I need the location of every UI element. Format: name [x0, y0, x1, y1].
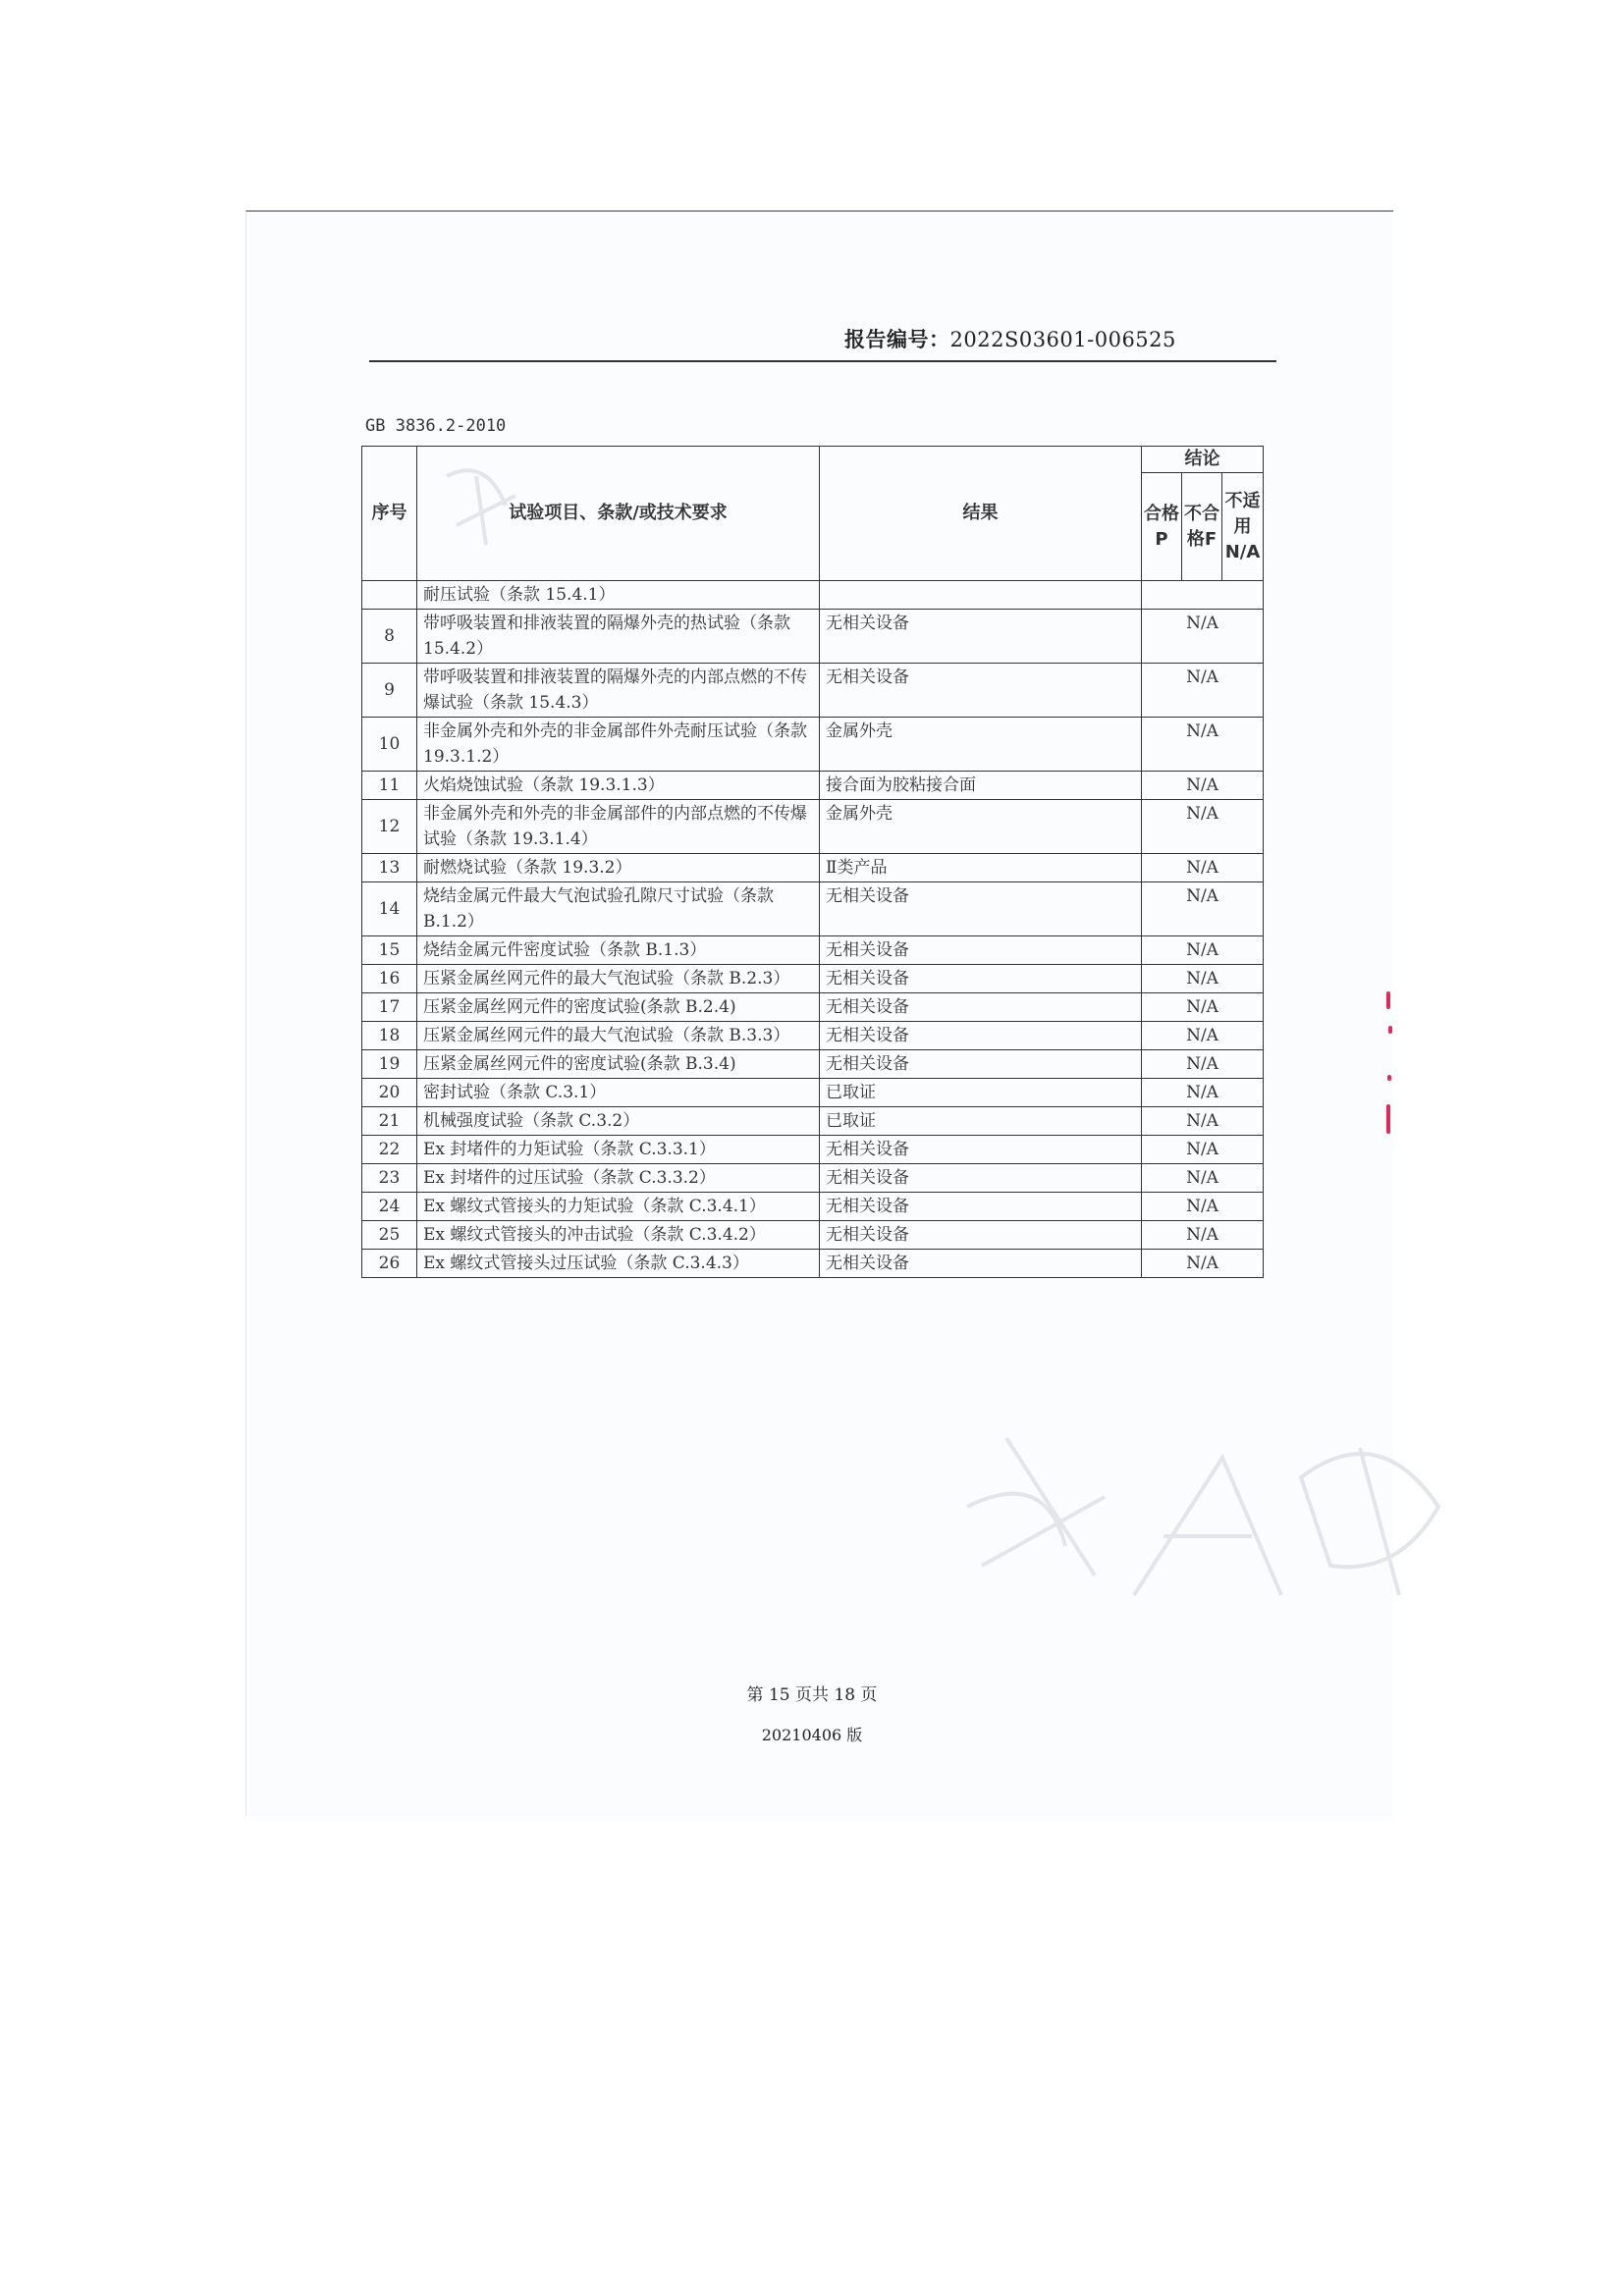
header-result: 结果 [820, 447, 1142, 581]
header-pass: 合格P [1142, 473, 1182, 581]
header-item: 试验项目、条款/或技术要求 [417, 447, 820, 581]
table-row [362, 854, 1264, 882]
row-item: 非金属外壳和外壳的非金属部件外壳耐压试验（条款 19.3.1.2） [417, 718, 820, 772]
table-row-continuation [362, 581, 1264, 610]
row-item: 耐压试验（条款 15.4.1） [417, 581, 820, 610]
row-item: 密封试验（条款 C.3.1） [417, 1079, 820, 1107]
row-item: 压紧金属丝网元件的密度试验(条款 B.2.4) [417, 993, 820, 1022]
version-info: 20210406 版 [761, 1726, 863, 1744]
report-number [844, 324, 1176, 353]
table-row [362, 1164, 1264, 1193]
row-conclusion: N/A [1142, 610, 1264, 664]
row-index: 17 [362, 993, 417, 1022]
row-result: 无相关设备 [820, 664, 1142, 718]
row-index: 13 [362, 854, 417, 882]
row-index: 16 [362, 965, 417, 993]
table-row [362, 1050, 1264, 1079]
header-fail: 不合格F [1182, 473, 1222, 581]
row-conclusion: N/A [1142, 664, 1264, 718]
row-index: 20 [362, 1079, 417, 1107]
header-index: 序号 [362, 447, 417, 581]
table-row [362, 772, 1264, 800]
row-result: 无相关设备 [820, 1221, 1142, 1250]
table-row [362, 936, 1264, 965]
row-index: 14 [362, 882, 417, 936]
row-item: Ex 螺纹式管接头的冲击试验（条款 C.3.4.2） [417, 1221, 820, 1250]
row-index: 12 [362, 800, 417, 854]
row-index: 15 [362, 936, 417, 965]
row-conclusion: N/A [1142, 772, 1264, 800]
row-item: Ex 封堵件的过压试验（条款 C.3.3.2） [417, 1164, 820, 1193]
row-item: Ex 螺纹式管接头的力矩试验（条款 C.3.4.1） [417, 1193, 820, 1221]
row-conclusion [1142, 581, 1264, 610]
row-item: 烧结金属元件最大气泡试验孔隙尺寸试验（条款 B.1.2） [417, 882, 820, 936]
row-result: 金属外壳 [820, 718, 1142, 772]
row-result: 无相关设备 [820, 1193, 1142, 1221]
row-conclusion: N/A [1142, 1022, 1264, 1050]
row-result: 无相关设备 [820, 993, 1142, 1022]
row-result: 无相关设备 [820, 965, 1142, 993]
standard-code: GB 3836.2-2010 [365, 416, 507, 436]
table-row [362, 610, 1264, 664]
row-conclusion: N/A [1142, 1250, 1264, 1278]
row-item: 压紧金属丝网元件的密度试验(条款 B.3.4) [417, 1050, 820, 1079]
header-conclusion: 结论 [1142, 447, 1264, 473]
row-result: 无相关设备 [820, 1136, 1142, 1164]
row-item: Ex 螺纹式管接头过压试验（条款 C.3.4.3） [417, 1250, 820, 1278]
row-conclusion: N/A [1142, 854, 1264, 882]
table-row [362, 1221, 1264, 1250]
row-index: 8 [362, 610, 417, 664]
row-conclusion: N/A [1142, 1079, 1264, 1107]
row-conclusion: N/A [1142, 1221, 1264, 1250]
table-row [362, 882, 1264, 936]
row-item: 带呼吸装置和排液装置的隔爆外壳的内部点燃的不传爆试验（条款 15.4.3） [417, 664, 820, 718]
row-index: 22 [362, 1136, 417, 1164]
row-item: 烧结金属元件密度试验（条款 B.1.3） [417, 936, 820, 965]
header-rule [369, 360, 1276, 362]
stamp-edge-marks [1382, 982, 1392, 1139]
row-conclusion: N/A [1142, 965, 1264, 993]
table-row [362, 1193, 1264, 1221]
table-row [362, 1136, 1264, 1164]
table-row [362, 1250, 1264, 1278]
row-result: 无相关设备 [820, 1164, 1142, 1193]
page-info: 第 15 页共 18 页 [746, 1685, 878, 1705]
row-conclusion: N/A [1142, 1193, 1264, 1221]
table-row [362, 664, 1264, 718]
row-conclusion: N/A [1142, 993, 1264, 1022]
row-index: 23 [362, 1164, 417, 1193]
row-result [820, 581, 1142, 610]
row-item: 非金属外壳和外壳的非金属部件的内部点燃的不传爆试验（条款 19.3.1.4） [417, 800, 820, 854]
row-result: 无相关设备 [820, 1022, 1142, 1050]
row-index: 19 [362, 1050, 417, 1079]
row-conclusion: N/A [1142, 1164, 1264, 1193]
row-index: 11 [362, 772, 417, 800]
row-conclusion: N/A [1142, 882, 1264, 936]
row-result: 已取证 [820, 1107, 1142, 1136]
row-item: 耐燃烧试验（条款 19.3.2） [417, 854, 820, 882]
row-result: 无相关设备 [820, 882, 1142, 936]
row-index: 9 [362, 664, 417, 718]
row-index: 25 [362, 1221, 417, 1250]
test-results-table [361, 446, 1264, 1278]
table-row [362, 965, 1264, 993]
row-result: 无相关设备 [820, 1250, 1142, 1278]
row-item: 火焰烧蚀试验（条款 19.3.1.3） [417, 772, 820, 800]
row-index: 24 [362, 1193, 417, 1221]
report-number-label: 报告编号： [844, 328, 950, 351]
row-conclusion: N/A [1142, 718, 1264, 772]
table-row [362, 718, 1264, 772]
row-item: 机械强度试验（条款 C.3.2） [417, 1107, 820, 1136]
row-item: 压紧金属丝网元件的最大气泡试验（条款 B.2.3） [417, 965, 820, 993]
row-item: 带呼吸装置和排液装置的隔爆外壳的热试验（条款 15.4.2） [417, 610, 820, 664]
row-result: Ⅱ类产品 [820, 854, 1142, 882]
row-index: 26 [362, 1250, 417, 1278]
row-result: 金属外壳 [820, 800, 1142, 854]
row-result: 无相关设备 [820, 1050, 1142, 1079]
header-not-applicable: 不适用N/A [1222, 473, 1264, 581]
report-number-value: 2022S03601-006525 [949, 328, 1176, 351]
table-row [362, 1107, 1264, 1136]
row-index: 10 [362, 718, 417, 772]
row-conclusion: N/A [1142, 1050, 1264, 1079]
row-item: 压紧金属丝网元件的最大气泡试验（条款 B.3.3） [417, 1022, 820, 1050]
row-item: Ex 封堵件的力矩试验（条款 C.3.3.1） [417, 1136, 820, 1164]
row-result: 接合面为胶粘接合面 [820, 772, 1142, 800]
row-index: 21 [362, 1107, 417, 1136]
table-row [362, 1079, 1264, 1107]
table-row [362, 800, 1264, 854]
row-result: 无相关设备 [820, 610, 1142, 664]
row-conclusion: N/A [1142, 1136, 1264, 1164]
table-row [362, 993, 1264, 1022]
row-conclusion: N/A [1142, 800, 1264, 854]
row-index: 18 [362, 1022, 417, 1050]
row-result: 已取证 [820, 1079, 1142, 1107]
row-result: 无相关设备 [820, 936, 1142, 965]
row-conclusion: N/A [1142, 1107, 1264, 1136]
table-row [362, 1022, 1264, 1050]
row-conclusion: N/A [1142, 936, 1264, 965]
row-index [362, 581, 417, 610]
